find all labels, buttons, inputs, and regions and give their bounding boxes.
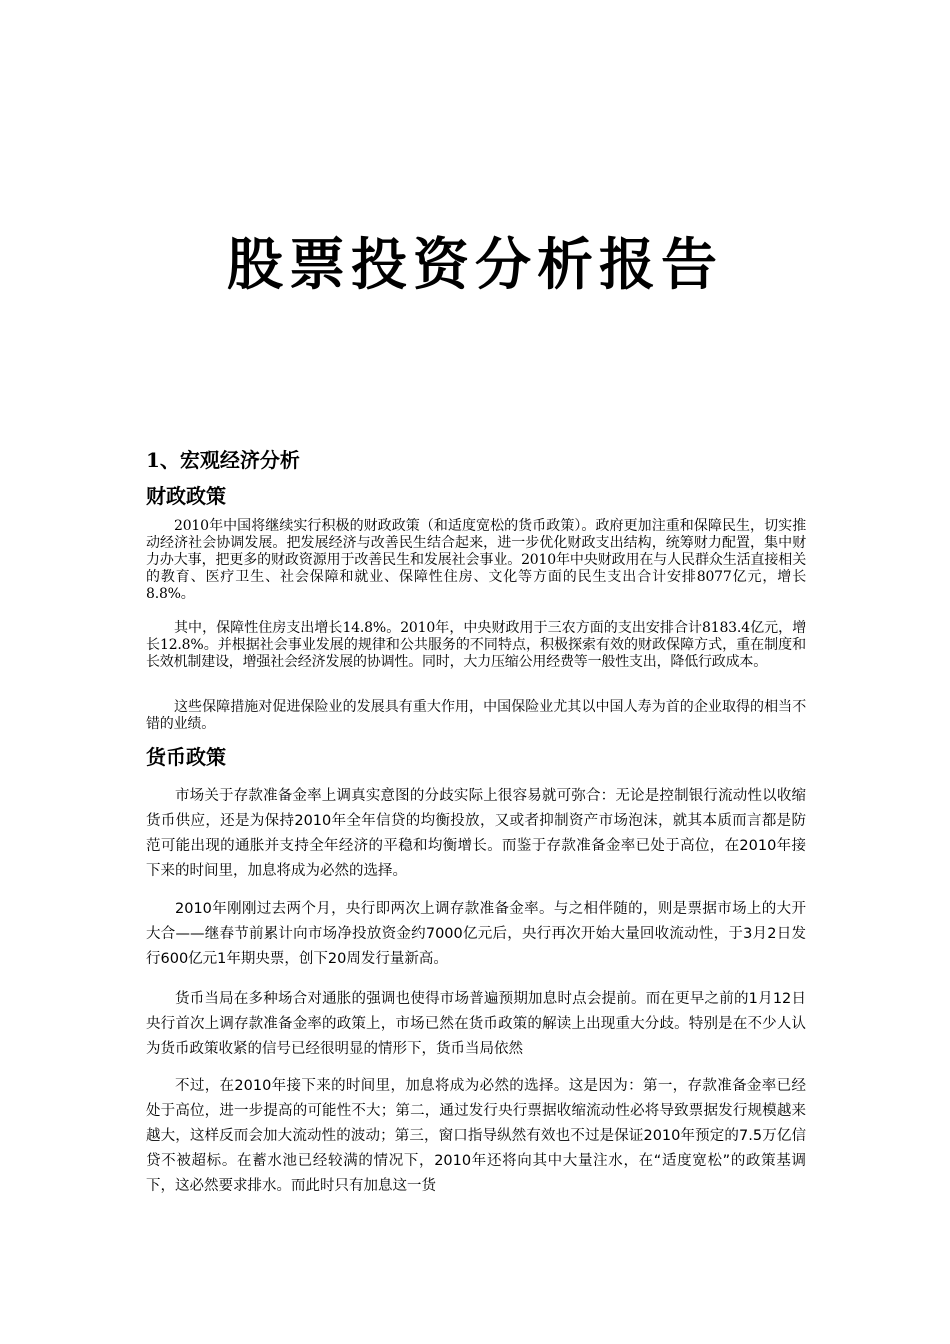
fiscal-paragraph: 2010年中国将继续实行积极的财政政策（和适度宽松的货币政策）。政府更加注重和保障民生，切实推动经济社会协调发展。把发展经济与改善民生结合起来，进一步优化财政支出结构，统筹财力配置，集中财力办大事，把更多的财政资源用于改善民生和发展社会事业。2010年中央财政用在与人民群众生活直接相关的教育、医疗卫生、社会保障和就业、保障性住房、文化等方面的民生支出合计安排8077亿元，增长8.8%。: [146, 518, 806, 602]
monetary-policy-heading: 货币政策: [146, 745, 226, 769]
monetary-paragraph: 货币当局在多种场合对通胀的强调也使得市场普遍预期加息时点会提前。而在更早之前的1月12日央行首次上调存款准备金率的政策上，市场已然在货币政策的解读上出现重大分歧。特别是在不少人认为货币政策收紧的信号已经很明显的情形下，货币当局依然: [146, 991, 806, 1057]
section-heading-macro: 1、宏观经济分析: [146, 448, 300, 472]
monetary-paragraph: 不过，在2010年接下来的时间里，加息将成为必然的选择。这是因为：第一，存款准备金率已经处于高位，进一步提高的可能性不大；第二，通过发行央行票据收缩流动性必将导致票据发行规模越来越大，这样反而会加大流动性的波动；第三，窗口指导纵然有效也不过是保证2010年预定的7.5万亿信贷不被超标。在蓄水池已经较满的情况下，2010年还将向其中大量注水，在“适度宽松”的政策基调下，这必然要求排水。而此时只有加息这一货: [146, 1078, 806, 1194]
fiscal-paragraph: 其中，保障性住房支出增长14.8%。2010年，中央财政用于三农方面的支出安排合计8183.4亿元，增长12.8%。并根据社会事业发展的规律和公共服务的不同特点，积极探索有效的财政保障方式，重在制度和长效机制建设，增强社会经济发展的协调性。同时，大力压缩公用经费等一般性支出，降低行政成本。: [146, 620, 806, 670]
fiscal-paragraph: 这些保障措施对促进保险业的发展具有重大作用，中国保险业尤其以中国人寿为首的企业取得的相当不错的业绩。: [146, 699, 806, 732]
monetary-paragraph: 2010年刚刚过去两个月，央行即两次上调存款准备金率。与之相伴随的，则是票据市场上的大开大合——继春节前累计向市场净投放资金约7000亿元后，央行再次开始大量回收流动性，于3月2日发行600亿元1年期央票，创下20周发行量新高。: [146, 901, 806, 967]
monetary-paragraph: 市场关于存款准备金率上调真实意图的分歧实际上很容易就可弥合：无论是控制银行流动性以收缩货币供应，还是为保持2010年全年信贷的均衡投放，又或者抑制资产市场泡沫，就其本质而言都是防范可能出现的通胀并支持全年经济的平稳和均衡增长。而鉴于存款准备金率已处于高位，在2010年接下来的时间里，加息将成为必然的选择。: [146, 788, 806, 879]
document-title: 股票投资分析报告: [227, 233, 723, 298]
fiscal-policy-heading: 财政政策: [146, 484, 226, 508]
